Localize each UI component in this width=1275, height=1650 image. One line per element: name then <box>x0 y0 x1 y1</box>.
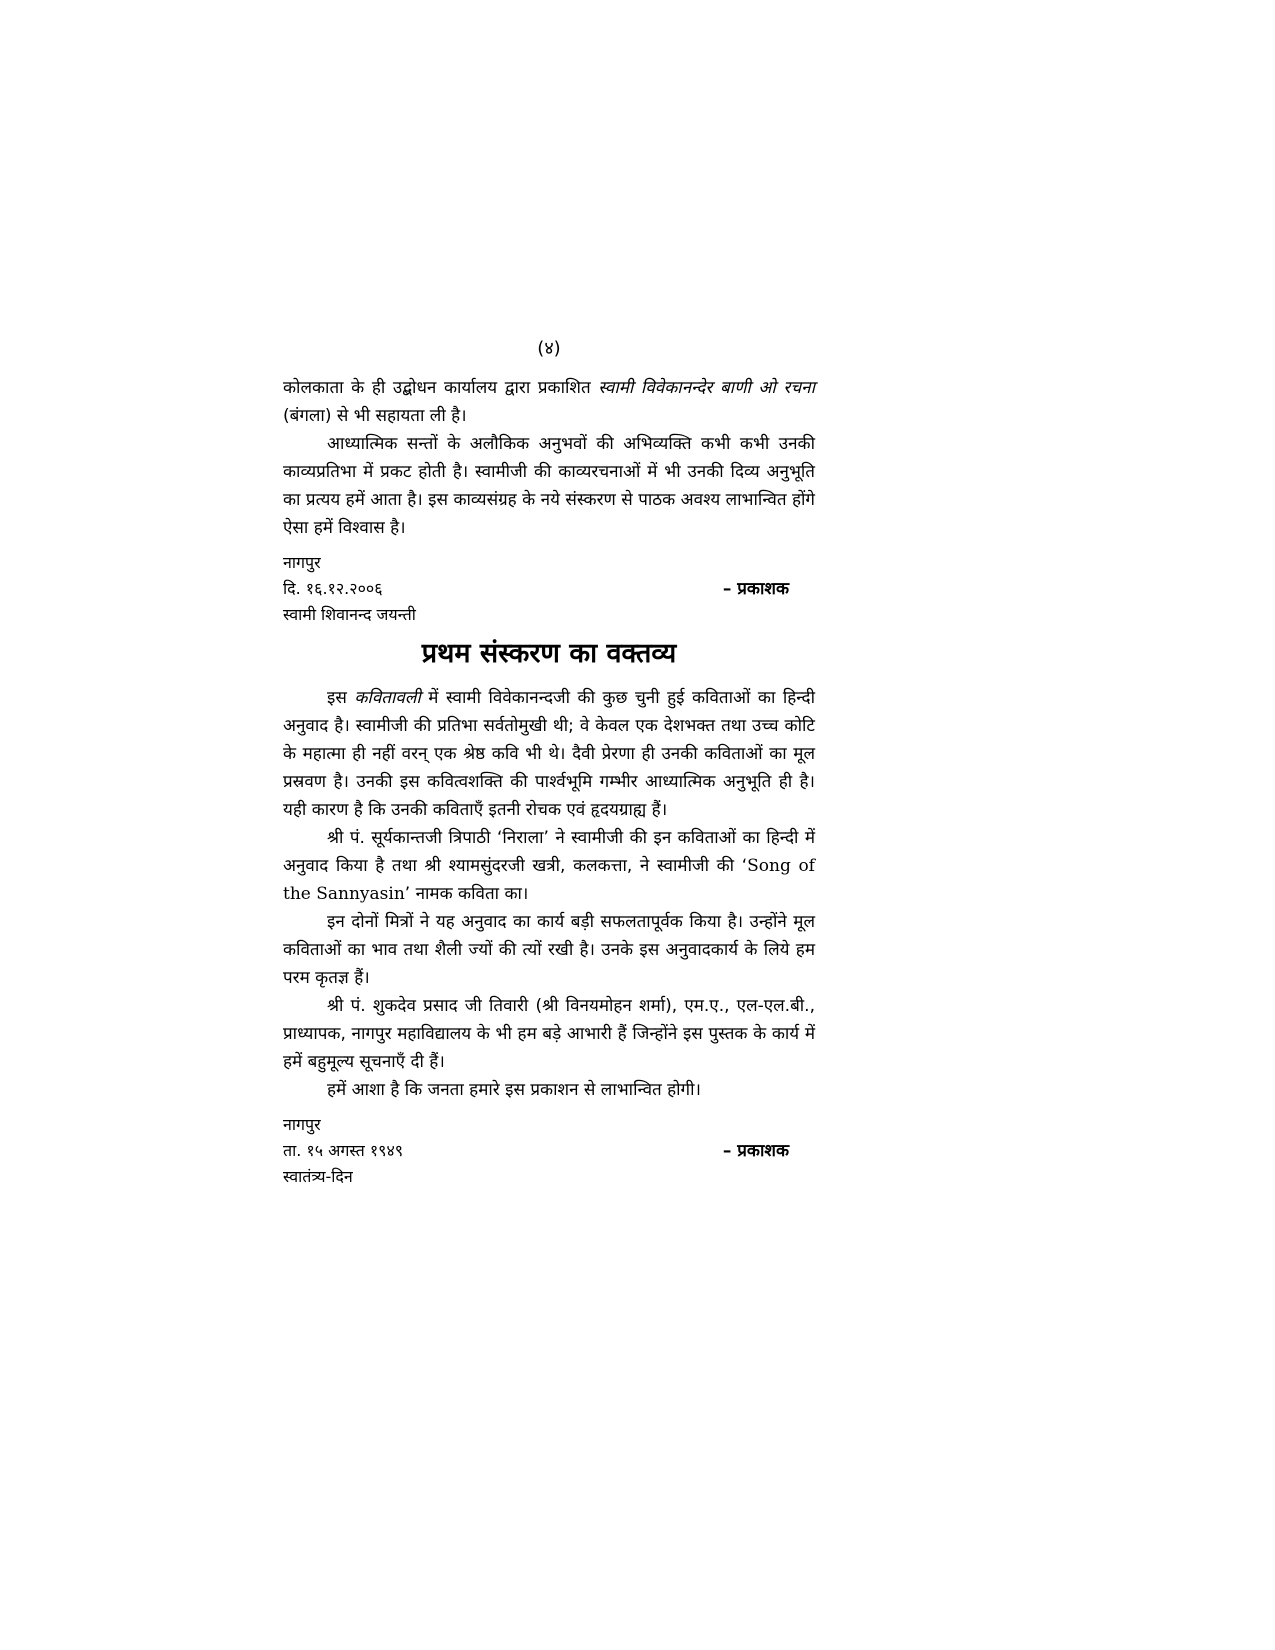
book-title-italic: स्वामी विवेकानन्देर बाणी ओ रचना <box>598 378 815 398</box>
first-edition-paragraph-5: हमें आशा है कि जनता हमारे इस प्रकाशन से लाभान्वित होगी। <box>327 1080 701 1100</box>
signature-author: – प्रकाशक <box>722 1141 789 1161</box>
document-page <box>283 334 815 1190</box>
page-number: (४) <box>537 338 561 359</box>
signature-occasion: स्वातंत्र्य-दिन <box>283 1167 353 1186</box>
preface-signature <box>283 550 815 628</box>
signature-date: दि. १६.१२.२००६ <box>283 579 383 598</box>
preface-p1-after: (बंगला) से भी सहायता ली है। <box>283 406 467 426</box>
kavitavali-italic: कवितावली <box>354 688 421 708</box>
fe-p2-after: ’ नामक कविता का। <box>404 884 529 904</box>
first-edition-signature <box>283 1112 815 1190</box>
signature-author: – प्रकाशक <box>722 579 789 599</box>
preface-p1-before: कोलकाता के ही उद्बोधन कार्यालय द्वारा प्रकाशित <box>283 378 599 398</box>
signature-date: ता. १५ अगस्त १९४९ <box>283 1141 404 1160</box>
signature-place: नागपुर <box>283 553 321 572</box>
first-edition-paragraph-3: इन दोनों मित्रों ने यह अनुवाद का कार्य बड़ी सफलतापूर्वक किया है। उन्होंने मूल कविताओं का भाव तथा शैली ज्यों की त्यों रखी है। उनके इस अनुवादकार्य के लिये हम परम कृतज्ञ हैं। <box>283 912 815 988</box>
section-title: प्रथम संस्करण का वक्तव्य <box>421 638 677 669</box>
first-edition-paragraph-1 <box>283 684 815 824</box>
fe-p1-before: इस <box>327 688 355 708</box>
first-edition-paragraph-4: श्री पं. शुकदेव प्रसाद जी तिवारी (श्री विनयमोहन शर्मा), एम.ए., एल-एल.बी., प्राध्यापक, नागपुर महाविद्यालय के भी हम बड़े आभारी हैं जिन्होंने इस पुस्तक के कार्य में हमें बहुमूल्य सूचनाएँ दी हैं। <box>283 996 815 1072</box>
first-edition-paragraph-2 <box>283 824 815 908</box>
signature-occasion: स्वामी शिवानन्द जयन्ती <box>283 605 416 624</box>
signature-place: नागपुर <box>283 1115 321 1134</box>
poem-title-latin: Song of the Sannyasin <box>283 856 815 904</box>
fe-p2-before: श्री पं. सूर्यकान्तजी त्रिपाठी ‘निराला’ ने स्वामीजी की इन कविताओं का हिन्दी में अनुवाद किया है तथा श्री श्यामसुंदरजी खत्री, कलकत्ता, ने स्वामीजी की ‘ <box>283 828 815 876</box>
fe-p1-after: में स्वामी विवेकानन्दजी की कुछ चुनी हुई कविताओं का हिन्दी अनुवाद है। स्वामीजी की प्रतिभा सर्वतोमुखी थी; वे केवल एक देशभक्त तथा उच्च कोटि के महात्मा ही नहीं वरन् एक श्रेष्ठ कवि भी थे। दैवी प्रेरणा ही उनकी कविताओं का मूल प्रस्रवण है। उनकी इस कवित्वशक्ति की पार्श्वभूमि गम्भीर आध्यात्मिक अनुभूति ही है। यही कारण है कि उनकी कविताएँ इतनी रोचक एवं हृदयग्राह्य हैं। <box>283 688 815 820</box>
preface-paragraph-2: आध्यात्मिक सन्तों के अलौकिक अनुभवों की अभिव्यक्ति कभी कभी उनकी काव्यप्रतिभा में प्रकट होती है। स्वामीजी की काव्यरचनाओं में भी उनकी दिव्य अनुभूति का प्रत्यय हमें आता है। इस काव्यसंग्रह के नये संस्करण से पाठक अवश्य लाभान्वित होंगे ऐसा हमें विश्वास है। <box>283 434 815 538</box>
preface-paragraph-1 <box>283 374 815 430</box>
